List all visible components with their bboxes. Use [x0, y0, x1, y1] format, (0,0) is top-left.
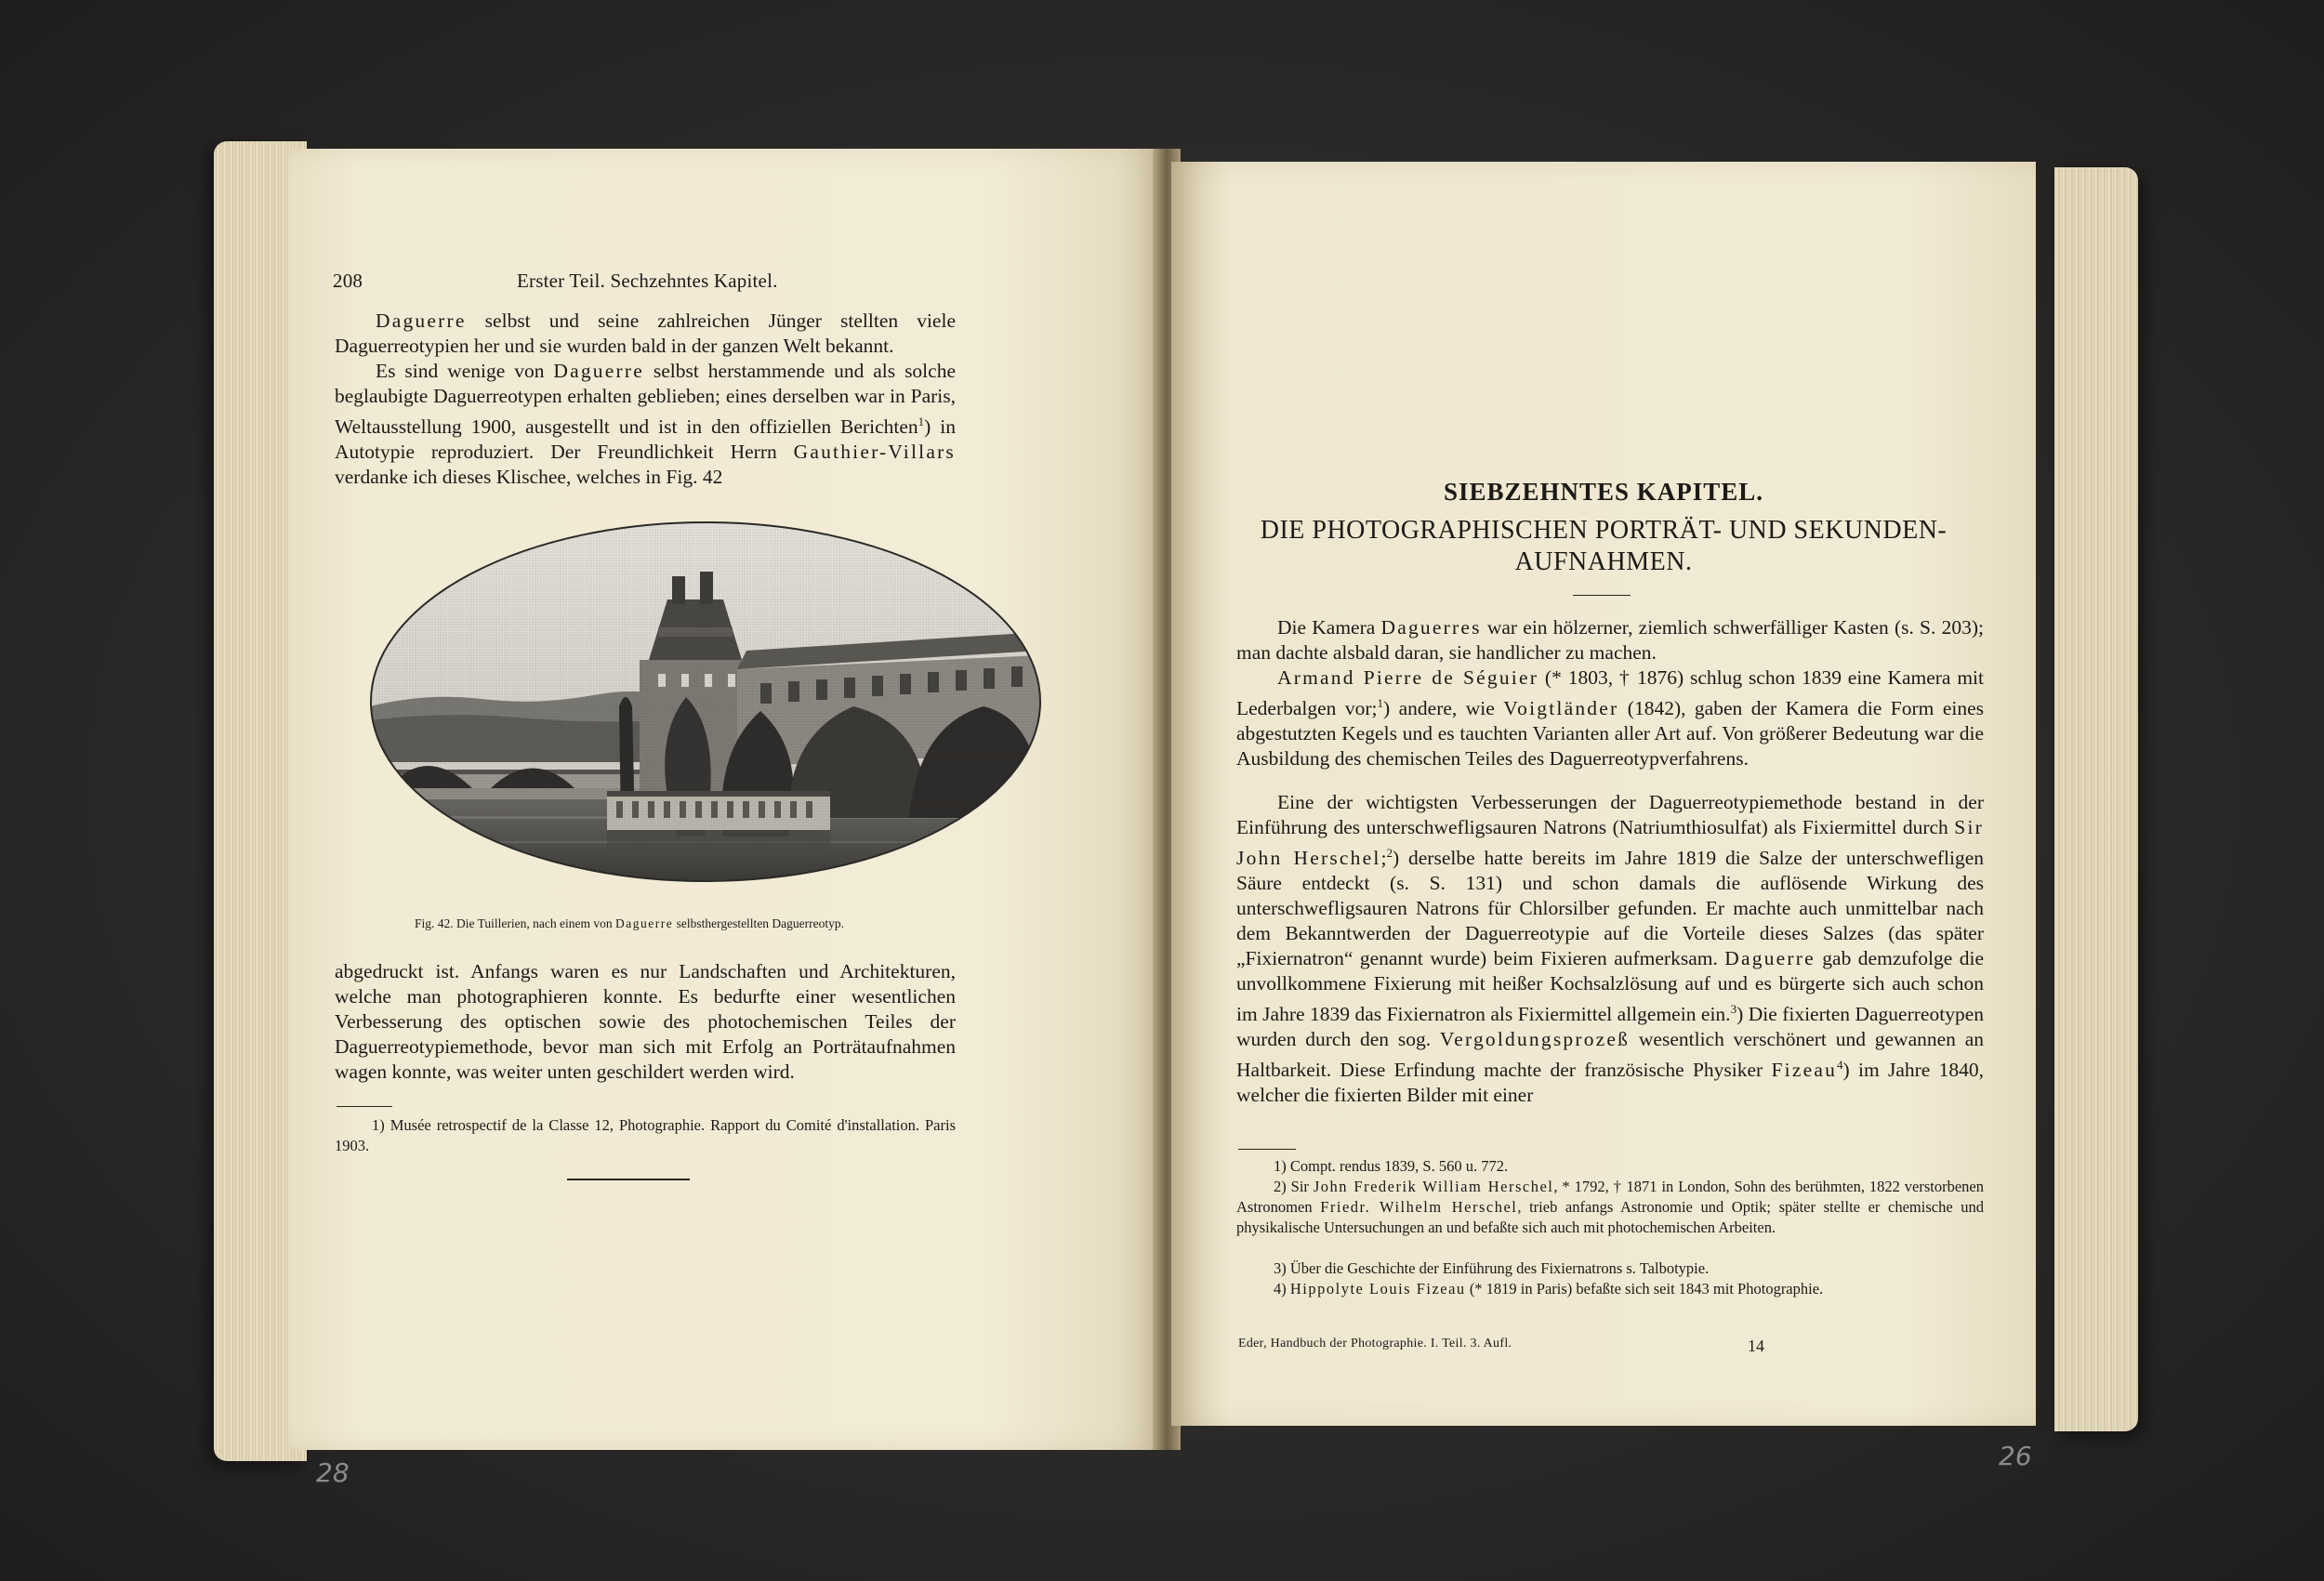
footnote-4-right: 4) Hippolyte Louis Fizeau (* 1819 in Paris) befaßte sich seit 1843 mit Photographie. — [1274, 1280, 1824, 1298]
open-book — [214, 130, 2138, 1488]
footnote-rule-left — [337, 1106, 392, 1107]
end-rule-left — [567, 1179, 690, 1180]
footnote-1-left: 1) Musée retrospectif de la Classe 12, Photographie. Rapport du Comité d'installation. Paris 1903. — [335, 1116, 956, 1154]
paragraph-r3: Eine der wichtigsten Verbesserungen der Daguerreotypiemethode bestand in der Einführung des unterschwefligsauren Natrons (Natriumthiosulfat) als Fixiermittel durch Sir John Herschel;$^2$) derselbe hatte bereits im Jahre 1819 die Salze der unterschwefligen Säure entdeckt (s. S. 131) und schon damals die auflösende Wirkung des unterschwefligsauren Natrons für Chlorsilber gefunden. Er machte auch unmittelbar nach dem Bekanntwerden der Daguerreotypie auf die Vorteile dieses Salzes (das später „Fixiernatron“ genannt wurde) beim Fixieren aufmerksam. Daguerre gab demzufolge die unvollkommene Fixierung mit heißer Kochsalzlösung auf und es bürgerte sich auch schon im Jahre 1839 das Fixiernatron als Fixiermittel allgemein ein.$^3$) Die fixierten Daguerreotypen wurden durch den sog. Vergoldungsprozeß wesentlich verschönert und gewannen an Haltbarkeit. Diese Erfindung machte der französische Physiker Fizeau$^4$) im Jahre 1840, welcher die fixierten Bilder mit einer — [1236, 791, 1985, 1107]
tuileries-daguerreotype — [370, 520, 1041, 883]
figure-42-photograph — [370, 520, 1041, 883]
footnote-2-right: 2) Sir John Frederik William Herschel, * 1792, † 1871 in London, Sohn des berühmten, 1822 verstorbenen Astronomen Friedr. Wilhelm Herschel, trieb anfangs Astronomie und Optik; später stellte er chemische und physikalische Untersuchungen an und befaßte sich auch mit photochemischen Arbeiten. — [1236, 1178, 1985, 1236]
chapter-title-line-1: DIE PHOTOGRAPHISCHEN PORTRÄT- UND SEKUNDEN- — [1260, 516, 1948, 545]
left-page — [288, 149, 1162, 1450]
paragraph-3: abgedruckt ist. Anfangs waren es nur Landschaften und Architekturen, welche man photographieren konnte. Es bedurfte einer wesentlichen Verbesserung des optischen sowie des photochemischen Teiles der Daguerreotypiemethode, bevor man sich mit Erfolg an Porträtaufnahmen wagen konnte, was weiter unten geschildert werden wird. — [335, 960, 956, 1083]
right-page — [1171, 162, 2036, 1426]
chapter-rule — [1573, 595, 1631, 596]
pencil-mark-right: 26 — [1999, 1441, 2032, 1471]
footnote-1-right: 1) Compt. rendus 1839, S. 560 u. 772. — [1274, 1157, 1509, 1175]
chapter-title-line-2: AUFNAHMEN. — [1514, 547, 1693, 576]
footnote-rule-right — [1238, 1149, 1296, 1150]
paragraph-r1: Die Kamera Daguerres war ein hölzerner, ziemlich schwerfälliger Kasten (s. S. 203); man dachte alsbald daran, sie handlicher zu machen. — [1236, 616, 1984, 664]
paragraph-1: Daguerre selbst und seine zahlreichen Jünger stellten viele Daguerreotypien her und sie wurden bald in der ganzen Welt bekannt. — [335, 310, 956, 357]
paragraph-r2: Armand Pierre de Séguier (* 1803, † 1876) schlug schon 1839 eine Kamera mit Lederbalgen vor;$^1$) andere, wie Voigtländer (1842), gaben der Kamera die Form eines abgestutzten Kegels und es tauchten Varianten aller Art auf. Von größerer Bedeutung war die Ausbildung des chemischen Teiles des Daguerreotypverfahrens. — [1236, 666, 1984, 771]
signature-line: Eder, Handbuch der Photographie. I. Teil. 3. Aufl. — [1238, 1337, 1512, 1350]
figure-caption: Fig. 42. Die Tuillerien, nach einem von Daguerre selbsthergestellten Daguerreotyp. — [415, 916, 845, 930]
pencil-mark-left: 28 — [316, 1457, 350, 1488]
signature-number: 14 — [1748, 1337, 1764, 1355]
running-head: Erster Teil. Sechzehntes Kapitel. — [517, 270, 778, 292]
footnote-3-right: 3) Über die Geschichte der Einführung des Fixiernatrons s. Talbotypie. — [1274, 1259, 1710, 1277]
page-block-right-edge — [2054, 167, 2138, 1431]
chapter-number: SIEBZEHNTES KAPITEL. — [1443, 478, 1764, 506]
page-number-left: 208 — [333, 270, 363, 292]
paragraph-2: Es sind wenige von Daguerre selbst herstammende und als solche beglaubigte Daguerreotypen erhalten geblieben; eines derselben war in Paris, Weltausstellung 1900, ausgestellt und ist in den offiziellen Berichten$^1$) in Autotypie reproduziert. Der Freundlichkeit Herrn Gauthier-Villars verdanke ich dieses Klischee, welches in Fig. 42 — [335, 360, 956, 489]
